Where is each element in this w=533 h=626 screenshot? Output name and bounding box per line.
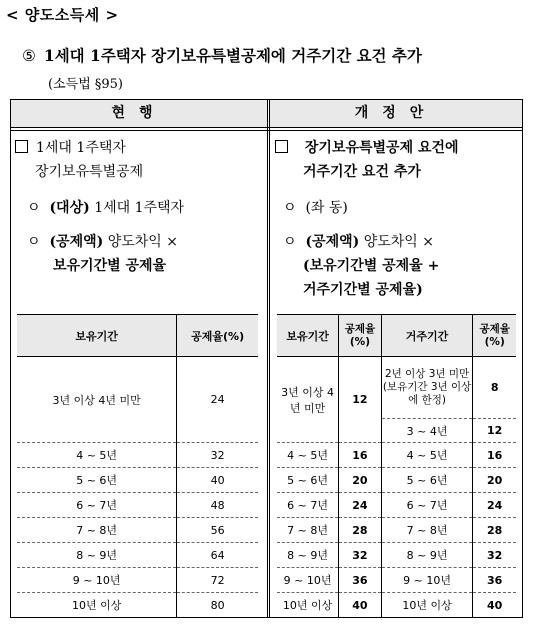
current-amount-formula: 보유기간별 공제율 xyxy=(53,258,167,274)
proposed-rate-table xyxy=(277,314,516,618)
bullet-circle-icon: ㅇ xyxy=(27,200,41,216)
proposed-box-subtitle: 거주기간 요건 추가 xyxy=(303,164,421,180)
col-holding-period: 보유기간 xyxy=(277,315,339,357)
current-header: 현행 xyxy=(11,100,267,127)
table-row: 9 ~ 10년 72 xyxy=(17,568,258,593)
table-row: 8 ~ 9년 64 xyxy=(17,543,258,568)
col-residence-rate: 공제율 (%) xyxy=(473,315,516,357)
proposal-heading xyxy=(22,44,422,66)
table-row: 5 ~ 6년 40 xyxy=(17,468,258,493)
table-row: 6 ~ 7년 48 xyxy=(17,493,258,518)
proposed-bullet-amount: ㅇ (공제액) 양도차익 × xyxy=(283,234,434,250)
col-holding-rate: 공제율 (%) xyxy=(339,315,382,357)
current-bullet-amount: ㅇ (공제액) 양도차익 × xyxy=(27,234,178,250)
column-divider xyxy=(267,100,270,617)
item-number: ⑤ xyxy=(22,47,36,65)
comparison-table xyxy=(10,99,523,618)
table-row: 3 ~ 4년 12 xyxy=(277,419,516,443)
table-row: 9 ~ 10년 36 9 ~ 10년 36 xyxy=(277,568,516,593)
bullet-circle-icon: ㅇ xyxy=(283,200,297,216)
law-reference: (소득법 §95) xyxy=(48,77,123,92)
table-row: 10년 이상 40 10년 이상 40 xyxy=(277,593,516,618)
section-title: < 양도소득세 > xyxy=(6,6,119,24)
table-row: 10년 이상 80 xyxy=(17,593,258,618)
proposed-amount-line2: (보유기간별 공제율 + xyxy=(303,258,440,274)
col-residence-period: 거주기간 xyxy=(381,315,473,357)
table-row: 3년 이상 4년 미만 12 2년 이상 3년 미만 (보유기간 3년 이상에 한정) 8 xyxy=(277,357,516,419)
current-box-title: 1세대 1주택자 xyxy=(15,138,126,158)
bullet-circle-icon: ㅇ xyxy=(283,234,297,250)
proposed-bullet-target: ㅇ (좌 동) xyxy=(283,200,348,216)
current-bullet-target: ㅇ (대상) 1세대 1주택자 xyxy=(27,200,185,216)
table-row: 8 ~ 9년 32 8 ~ 9년 32 xyxy=(277,543,516,568)
proposed-box-title: 장기보유특별공제 요건에 xyxy=(275,138,459,158)
table-row: 7 ~ 8년 28 7 ~ 8년 28 xyxy=(277,518,516,543)
proposed-header: 개정안 xyxy=(270,100,522,127)
current-box-subtitle: 장기보유특별공제 xyxy=(35,164,144,180)
table-row: 4 ~ 5년 32 xyxy=(17,443,258,468)
bullet-circle-icon: ㅇ xyxy=(27,234,41,250)
heading-text: 1세대 1주택자 장기보유특별공제에 거주기간 요건 추가 xyxy=(43,46,422,65)
table-row: 7 ~ 8년 56 xyxy=(17,518,258,543)
table-row: 3년 이상 4년 미만 24 xyxy=(17,357,258,443)
current-rate-table xyxy=(17,314,258,618)
checkbox-square-icon xyxy=(15,140,28,153)
table-row: 6 ~ 7년 24 6 ~ 7년 24 xyxy=(277,493,516,518)
table-row: 4 ~ 5년 16 4 ~ 5년 16 xyxy=(277,443,516,468)
col-holding-period: 보유기간 xyxy=(17,315,177,357)
checkbox-square-icon xyxy=(275,140,288,153)
col-rate: 공제율(%) xyxy=(177,315,258,357)
table-row: 5 ~ 6년 20 5 ~ 6년 20 xyxy=(277,468,516,493)
proposed-amount-line3: 거주기간별 공제율) xyxy=(303,282,423,298)
